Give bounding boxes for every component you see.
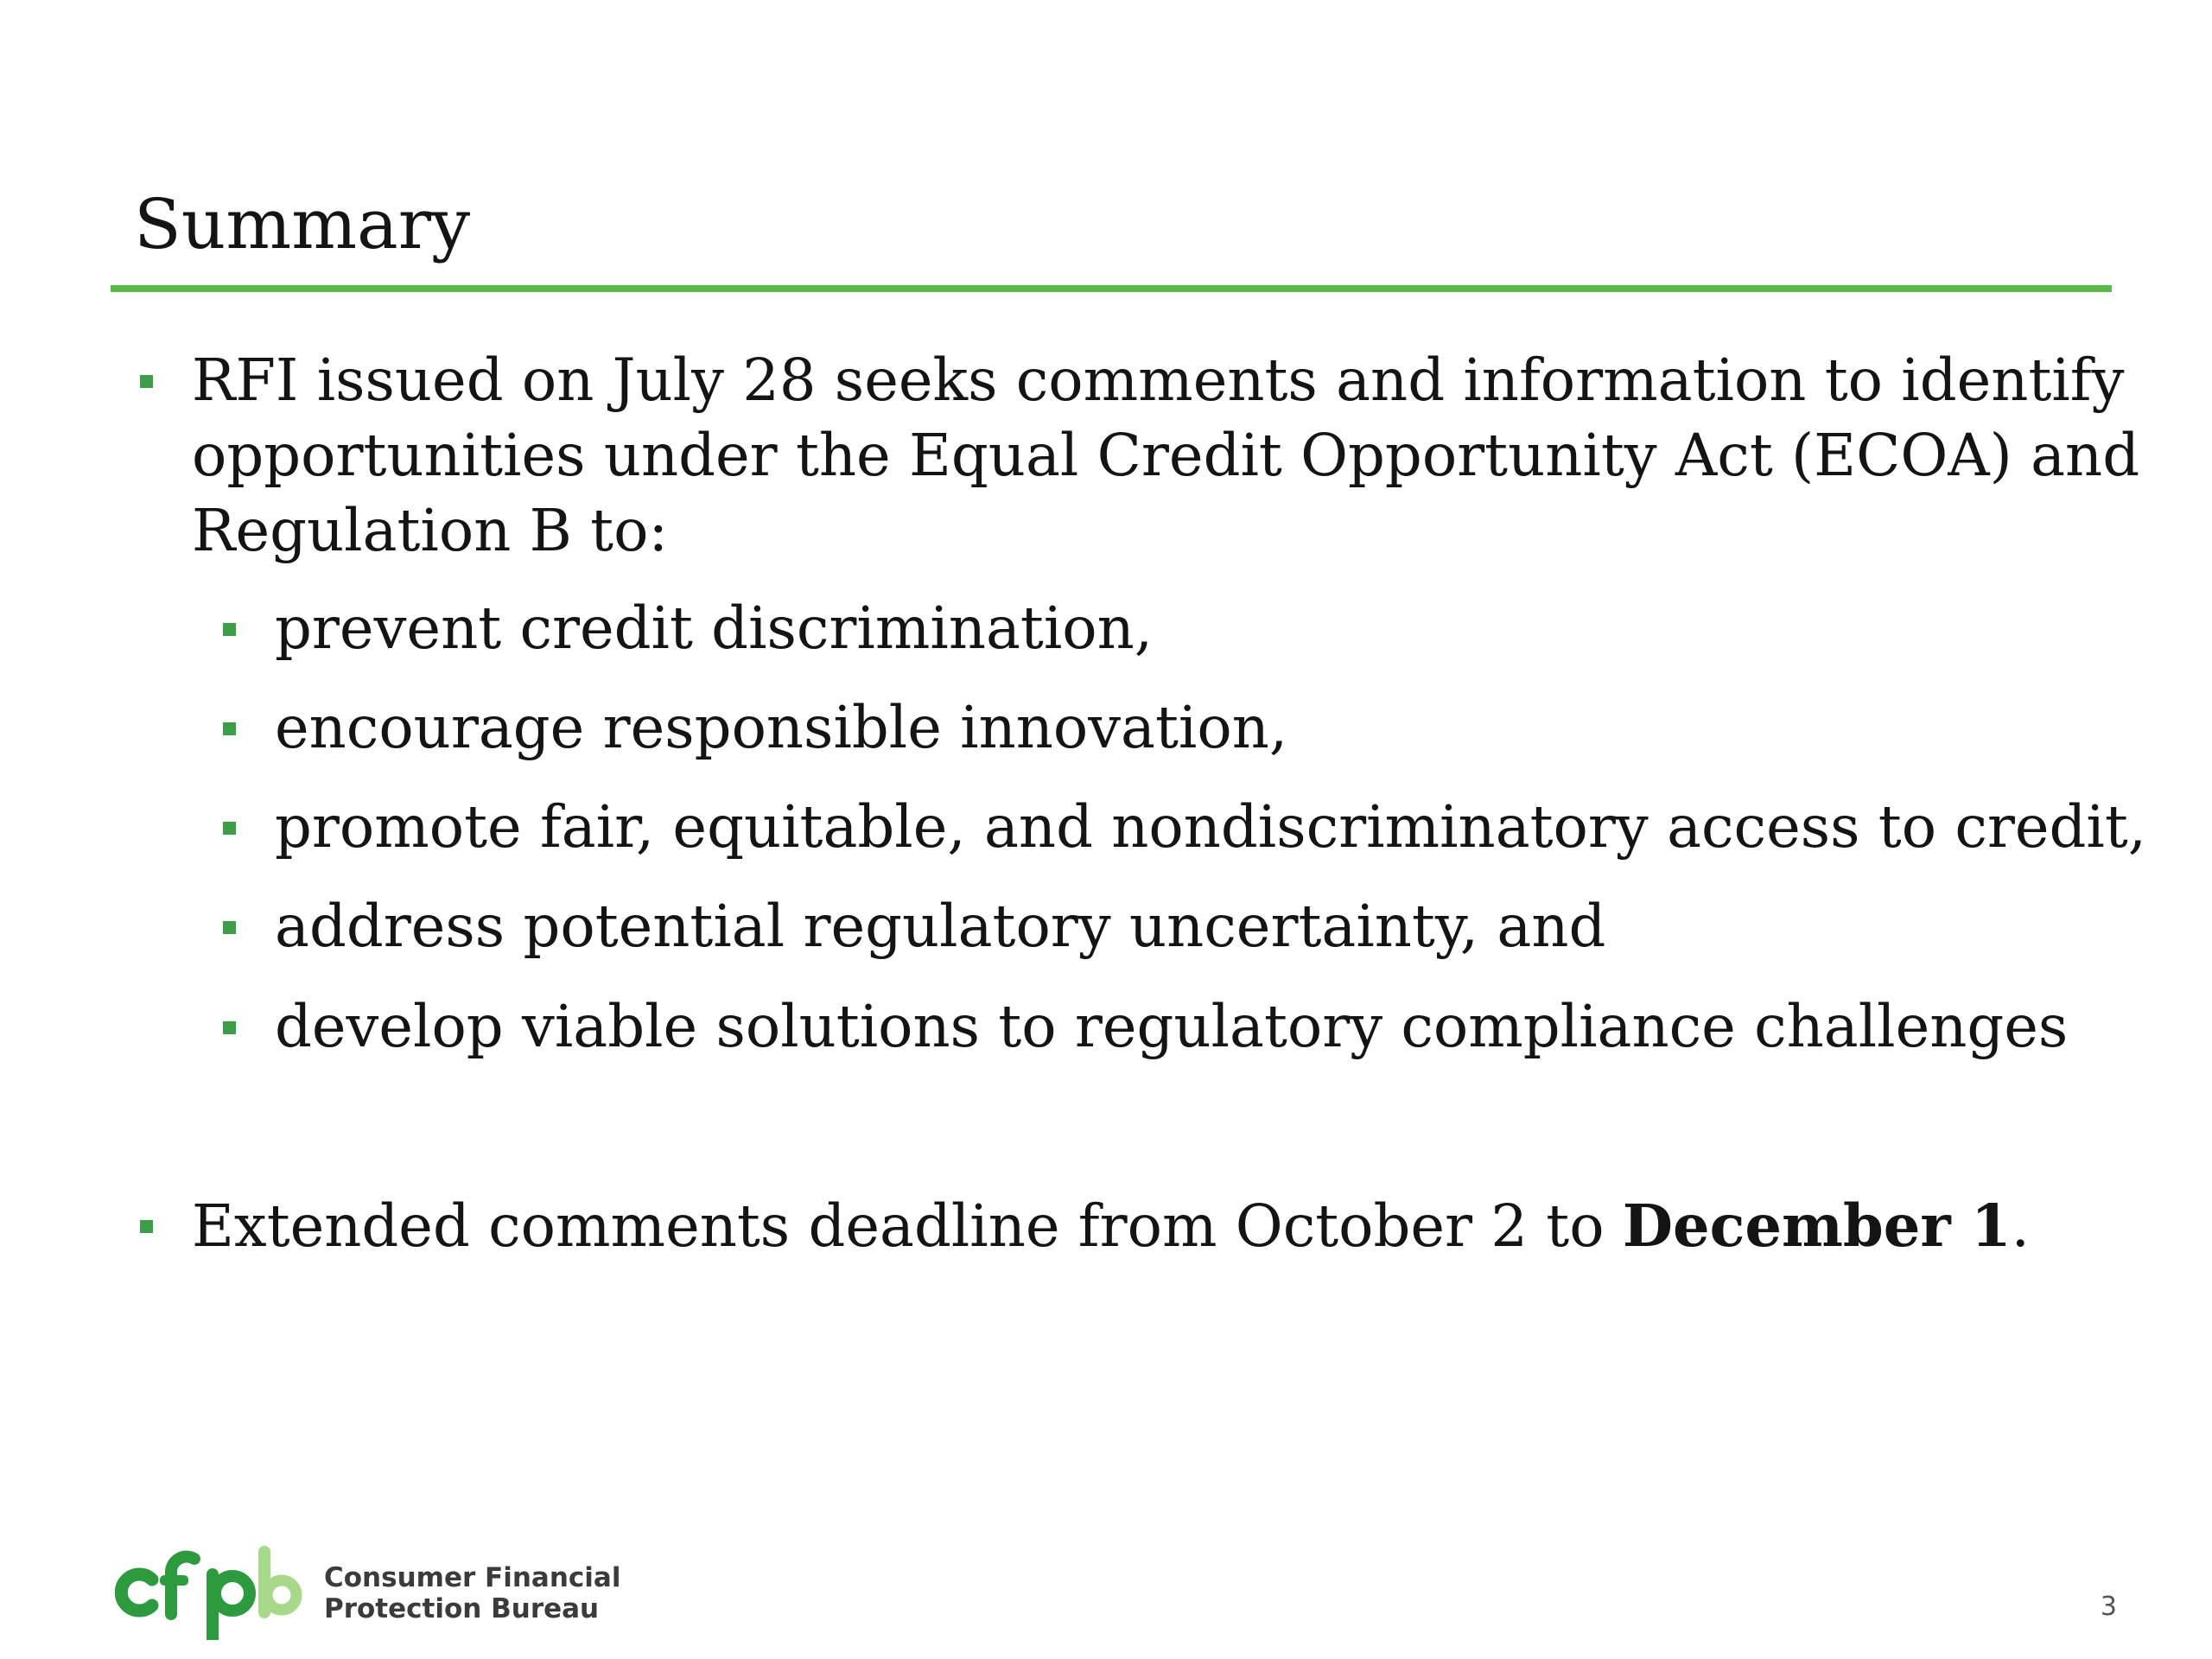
bullet-text-sub-3: promote fair, equitable, and nondiscriminatory access to credit,	[275, 793, 2147, 861]
bullet-text-main-1-line-2: opportunities under the Equal Credit Opportunity Act (ECOA) and	[192, 422, 2140, 489]
page-number: 3	[2100, 1592, 2117, 1622]
bullet-text-sub-1: prevent credit discrimination,	[275, 594, 1154, 662]
logo-org-line-2: Protection Bureau	[324, 1593, 600, 1624]
bullet-marker-main-2	[140, 1220, 153, 1233]
bullet-text-main-2	[192, 1188, 2030, 1264]
bullet-marker-main-1	[140, 375, 153, 388]
logo-letter-b-bowl	[267, 1580, 296, 1610]
logo-letter-p-bowl	[215, 1576, 250, 1611]
bullet-text-sub-2: encourage responsible innovation,	[275, 694, 1288, 761]
logo-org-name	[324, 1562, 620, 1624]
logo-org-line-1: Consumer Financial	[324, 1562, 621, 1593]
bullet-marker-sub-1	[223, 623, 236, 636]
deadline-prefix: Extended comments deadline from October 2 to	[192, 1192, 1623, 1260]
bullet-text-main-1-line-1: RFI issued on July 28 seeks comments and information to identify	[192, 346, 2125, 414]
bullet-marker-sub-5	[223, 1021, 236, 1034]
bullet-text-sub-5: develop viable solutions to regulatory compliance challenges	[275, 993, 2069, 1060]
bullet-marker-sub-2	[223, 722, 236, 735]
bullet-marker-sub-3	[223, 822, 236, 835]
logo-letter-f-bar	[160, 1575, 188, 1586]
deadline-date: December 1	[1622, 1192, 2012, 1260]
bullet-text-main-1-line-3: Regulation B to:	[192, 497, 669, 564]
deadline-suffix: .	[2011, 1192, 2030, 1260]
cfpb-logo-icon	[112, 1545, 302, 1640]
bullet-marker-sub-4	[223, 921, 236, 934]
slide-title: Summary	[134, 184, 471, 264]
logo-letter-c	[121, 1574, 152, 1611]
bullet-text-sub-4: address potential regulatory uncertainty, and	[275, 893, 1606, 960]
cfpb-logo	[112, 1545, 621, 1640]
title-divider	[111, 285, 2112, 292]
